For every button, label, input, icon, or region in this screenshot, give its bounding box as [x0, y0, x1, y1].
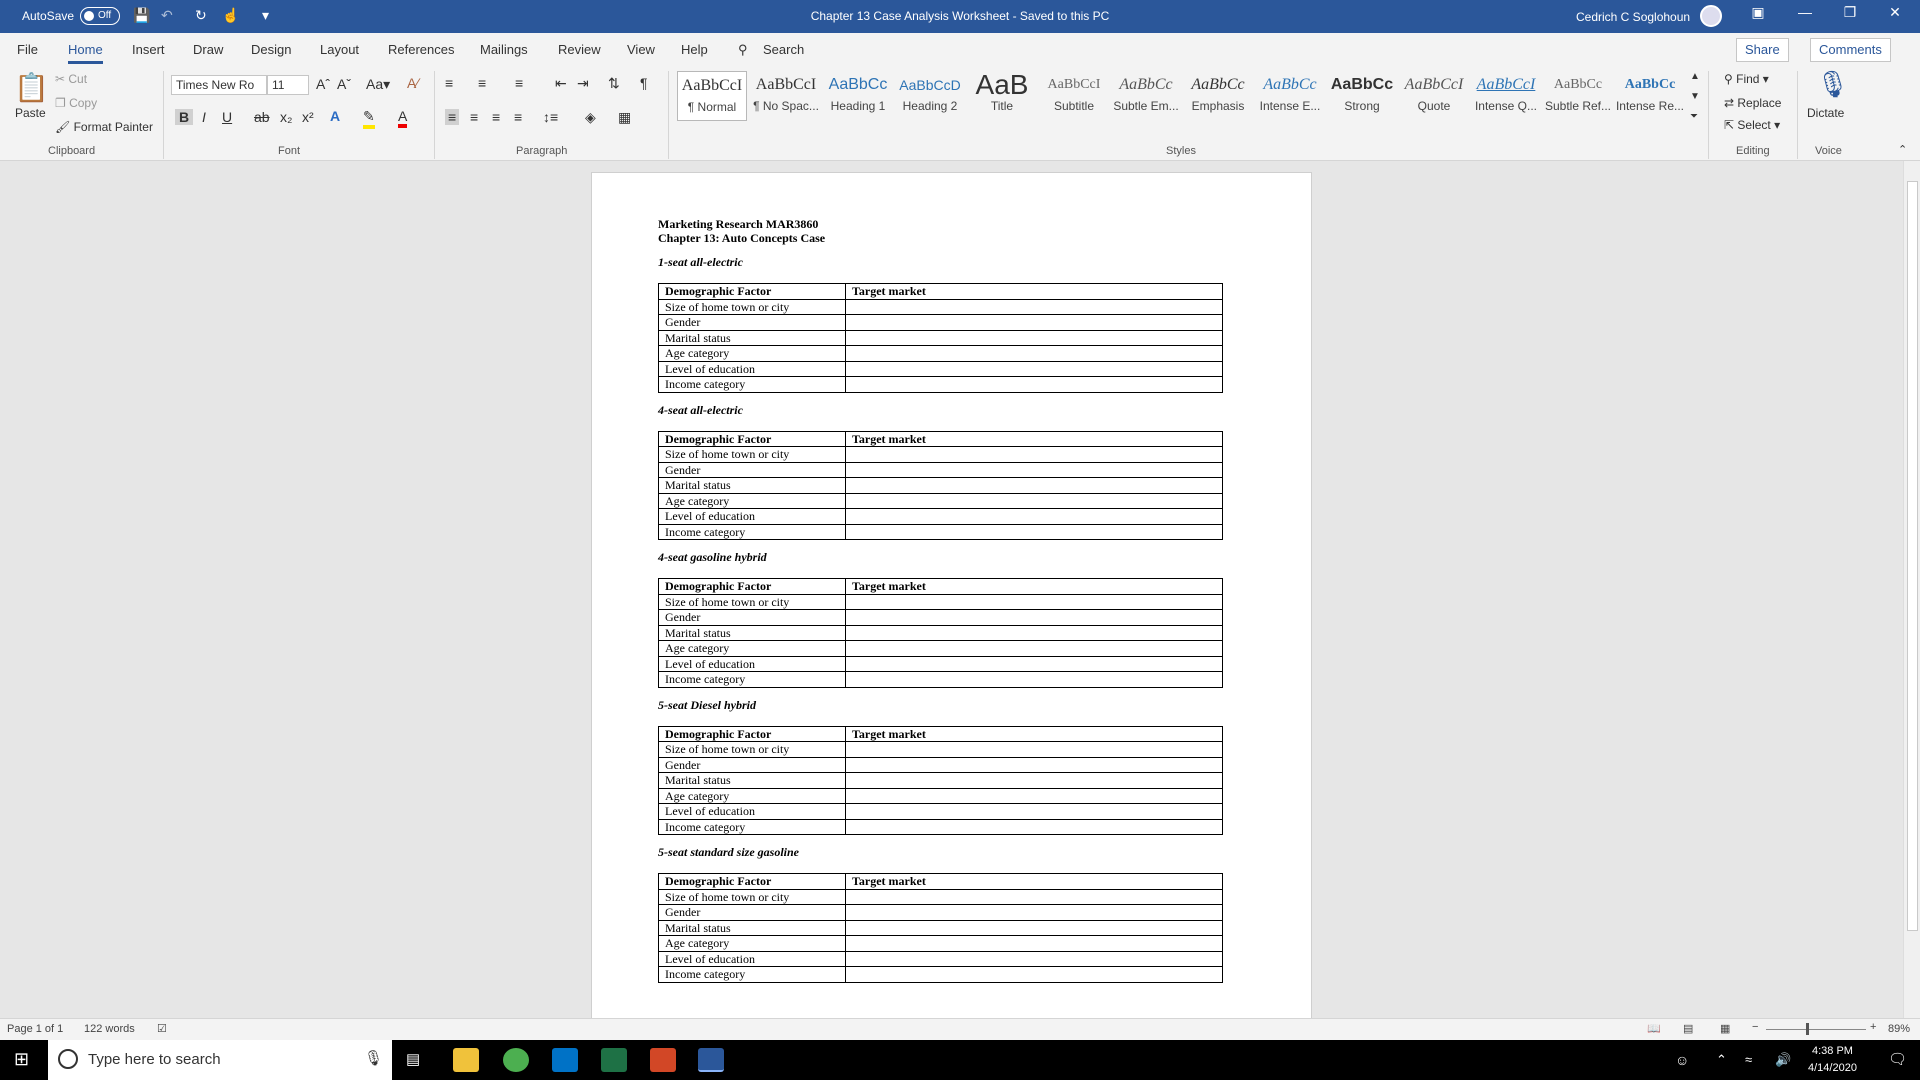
styles-scroll-up-icon[interactable]: ▲	[1690, 71, 1700, 82]
read-mode-icon[interactable]: 📖	[1647, 1023, 1661, 1035]
target-market-cell[interactable]	[846, 509, 1223, 525]
customize-qat-icon[interactable]: ▾	[262, 7, 270, 23]
table-header-cell: Demographic Factor	[659, 874, 846, 890]
target-market-cell[interactable]	[846, 656, 1223, 672]
undo-icon[interactable]: ↶	[161, 7, 173, 23]
style-subtitle[interactable]: AaBbCcI Subtitle	[1047, 77, 1101, 113]
file-explorer-icon[interactable]	[453, 1048, 479, 1072]
table-header-cell: Demographic Factor	[659, 579, 846, 595]
table-row	[659, 377, 1223, 393]
target-market-cell[interactable]	[846, 773, 1223, 789]
tab-insert[interactable]: Insert	[132, 42, 165, 57]
powerpoint-icon[interactable]	[650, 1048, 676, 1072]
target-market-cell[interactable]	[846, 641, 1223, 657]
table-row	[659, 936, 1223, 952]
share-button[interactable]: Share	[1736, 38, 1789, 62]
cut-button[interactable]: ✂ Cut	[55, 72, 88, 86]
factor-cell[interactable]: Income category	[659, 377, 846, 393]
target-market-cell[interactable]	[846, 757, 1223, 773]
tab-mailings[interactable]: Mailings	[480, 42, 528, 57]
document-heading: Marketing Research MAR3860	[658, 217, 819, 231]
zoom-slider-thumb[interactable]	[1806, 1023, 1809, 1035]
table-row	[659, 905, 1223, 921]
touch-mode-icon[interactable]: ☝	[222, 7, 240, 23]
table-row	[659, 742, 1223, 758]
web-layout-icon[interactable]: ▦	[1720, 1023, 1731, 1035]
ribbon-display-icon[interactable]: ▣	[1751, 4, 1765, 20]
document-title: Chapter 13 Case Analysis Worksheet - Saved to this PC	[810, 9, 1110, 23]
volume-icon[interactable]: 🔊	[1775, 1052, 1792, 1067]
wifi-icon[interactable]: ≈	[1745, 1052, 1753, 1067]
user-name[interactable]: Cedrich C Soglohoun	[1576, 10, 1691, 24]
style-intense-reference[interactable]: AaBbCc Intense Re...	[1615, 77, 1685, 113]
factor-cell[interactable]: Size of home town or city	[659, 742, 846, 758]
copy-button[interactable]: ❐ Copy	[55, 96, 98, 110]
align-left-icon[interactable]: ≡	[445, 109, 459, 125]
factor-cell[interactable]: Income category	[659, 967, 846, 983]
factor-cell[interactable]: Size of home town or city	[659, 299, 846, 315]
target-market-cell[interactable]	[846, 742, 1223, 758]
section-title: 5-seat Diesel hybrid	[658, 697, 756, 712]
dictate-button[interactable]: Dictate	[1807, 106, 1845, 120]
factor-cell[interactable]: Size of home town or city	[659, 447, 846, 463]
font-name-box[interactable]: Times New Ro	[171, 75, 267, 95]
factor-cell[interactable]: Level of education	[659, 804, 846, 820]
demographic-table[interactable]	[658, 283, 1223, 393]
demographic-table[interactable]	[658, 431, 1223, 541]
table-row	[659, 524, 1223, 540]
print-layout-icon[interactable]: ▤	[1683, 1023, 1694, 1035]
target-market-cell[interactable]	[846, 610, 1223, 626]
style-subtle-emphasis[interactable]: AaBbCc Subtle Em...	[1113, 76, 1179, 113]
page-count[interactable]: Page 1 of 1	[7, 1023, 64, 1035]
tab-file[interactable]: File	[17, 42, 38, 57]
target-market-cell[interactable]	[846, 346, 1223, 362]
target-market-cell[interactable]	[846, 936, 1223, 952]
task-view-icon[interactable]: ▤	[406, 1051, 421, 1068]
tab-references[interactable]: References	[388, 42, 455, 57]
italic-icon[interactable]: I	[202, 109, 206, 125]
autosave-label: AutoSave	[22, 9, 75, 23]
target-market-cell[interactable]	[846, 377, 1223, 393]
document-subheading: Chapter 13: Auto Concepts Case	[658, 231, 826, 245]
format-painter-button[interactable]: 🖌 Format Painter	[55, 120, 153, 134]
target-market-cell[interactable]	[846, 330, 1223, 346]
grow-font-icon[interactable]: Aˆ	[316, 76, 330, 92]
table-row	[659, 889, 1223, 905]
target-market-cell[interactable]	[846, 889, 1223, 905]
font-color-icon[interactable]: A	[398, 108, 407, 128]
table-header-cell: Target market	[846, 284, 1223, 300]
show-formatting-icon[interactable]: ¶	[640, 75, 648, 91]
editing-group-label: Editing	[1736, 145, 1770, 157]
vertical-scrollbar[interactable]	[1903, 161, 1920, 1018]
factor-cell[interactable]: Gender	[659, 757, 846, 773]
style-emphasis[interactable]: AaBbCc Emphasis	[1191, 76, 1245, 113]
redo-icon[interactable]: ↻	[195, 7, 207, 23]
clear-formatting-icon[interactable]: A∕	[407, 75, 419, 91]
target-market-cell[interactable]	[846, 447, 1223, 463]
factor-cell[interactable]: Gender	[659, 315, 846, 331]
target-market-cell[interactable]	[846, 788, 1223, 804]
table-row	[659, 509, 1223, 525]
notifications-icon[interactable]: 🗨	[1888, 1051, 1908, 1068]
zoom-slider[interactable]	[1766, 1029, 1866, 1030]
table-header-row	[659, 874, 1223, 890]
table-header-cell: Target market	[846, 874, 1223, 890]
minimize-icon[interactable]: —	[1798, 4, 1812, 20]
show-hidden-icons[interactable]: ⌃	[1716, 1052, 1727, 1067]
factor-cell[interactable]: Level of education	[659, 361, 846, 377]
factor-cell[interactable]: Gender	[659, 905, 846, 921]
search-icon[interactable]: ⚲	[738, 42, 748, 57]
text-effects-icon[interactable]: A	[330, 108, 341, 124]
autosave-toggle[interactable]: Off	[80, 7, 120, 25]
table-header-cell: Target market	[846, 431, 1223, 447]
style-subtle-reference[interactable]: AaBbCc Subtle Ref...	[1544, 77, 1612, 113]
voice-group-label: Voice	[1815, 145, 1842, 157]
clipboard-group-label: Clipboard	[48, 145, 96, 157]
factor-cell[interactable]: Age category	[659, 346, 846, 362]
table-header-row	[659, 579, 1223, 595]
superscript-icon[interactable]: x²	[302, 109, 314, 125]
table-row	[659, 594, 1223, 610]
style-heading-2[interactable]: AaBbCcD Heading 2	[899, 77, 961, 113]
scrollbar-thumb[interactable]	[1907, 181, 1918, 931]
factor-cell[interactable]: Income category	[659, 524, 846, 540]
table-header-cell: Demographic Factor	[659, 431, 846, 447]
tab-draw[interactable]: Draw	[193, 42, 224, 57]
font-group-label: Font	[278, 145, 301, 157]
factor-cell[interactable]: Age category	[659, 641, 846, 657]
line-spacing-icon[interactable]: ↕≡	[543, 109, 559, 125]
styles-more-icon[interactable]: ⏷	[1690, 111, 1698, 122]
section-title: 4-seat all-electric	[658, 402, 743, 417]
windows-start-icon[interactable]: ⊞	[14, 1049, 30, 1069]
save-icon[interactable]: 💾	[133, 7, 151, 23]
ribbon-tabs	[0, 33, 1920, 65]
replace-button[interactable]: ⇄ Replace	[1724, 96, 1782, 110]
paste-icon[interactable]: 📋	[14, 72, 49, 103]
table-row	[659, 641, 1223, 657]
style-no-spacing[interactable]: AaBbCcI ¶ No Spac...	[753, 76, 819, 113]
style-quote[interactable]: AaBbCcI Quote	[1404, 76, 1464, 113]
taskbar-search-placeholder: Type here to search	[88, 1051, 221, 1068]
table-header-row	[659, 431, 1223, 447]
table-row	[659, 315, 1223, 331]
style-intense-emphasis[interactable]: AaBbCc Intense E...	[1259, 76, 1321, 113]
find-button[interactable]: ⚲ Find ▾	[1724, 72, 1769, 86]
clock-date[interactable]: 4/14/2020	[1808, 1062, 1857, 1074]
section-title: 4-seat gasoline hybrid	[658, 550, 767, 564]
table-header-row	[659, 284, 1223, 300]
cortana-icon	[58, 1049, 78, 1069]
table-header-cell: Target market	[846, 579, 1223, 595]
bullets-icon[interactable]: ≡	[445, 75, 454, 91]
paragraph-group-label: Paragraph	[516, 145, 568, 157]
target-market-cell[interactable]	[846, 804, 1223, 820]
table-row	[659, 757, 1223, 773]
tab-review[interactable]: Review	[558, 42, 601, 57]
zoom-in-icon[interactable]: +	[1870, 1021, 1877, 1033]
demographic-table[interactable]	[658, 726, 1223, 836]
bold-icon[interactable]: B	[175, 109, 193, 125]
paste-button[interactable]: Paste	[15, 106, 46, 120]
factor-cell[interactable]: Level of education	[659, 951, 846, 967]
zoom-level[interactable]: 89%	[1888, 1023, 1911, 1035]
align-center-icon[interactable]: ≡	[470, 109, 479, 125]
styles-group-label: Styles	[1166, 145, 1196, 157]
restore-icon[interactable]: ❐	[1843, 4, 1857, 20]
target-market-cell[interactable]	[846, 920, 1223, 936]
target-market-cell[interactable]	[846, 478, 1223, 494]
table-row	[659, 610, 1223, 626]
table-row	[659, 951, 1223, 967]
table-row	[659, 330, 1223, 346]
tab-layout[interactable]: Layout	[320, 42, 360, 57]
table-row	[659, 478, 1223, 494]
style-normal[interactable]: AaBbCcI ¶ Normal	[677, 71, 747, 121]
borders-icon[interactable]: ▦	[618, 109, 632, 125]
multilevel-list-icon[interactable]: ≡	[515, 75, 524, 91]
avatar[interactable]	[1700, 5, 1722, 27]
factor-cell[interactable]: Income category	[659, 819, 846, 835]
table-row	[659, 361, 1223, 377]
table-row	[659, 920, 1223, 936]
zoom-out-icon[interactable]: −	[1752, 1021, 1759, 1033]
section-title: 1-seat all-electric	[658, 255, 743, 269]
target-market-cell[interactable]	[846, 625, 1223, 641]
shading-icon[interactable]: ◈	[585, 109, 596, 125]
style-title[interactable]: AaB Title	[975, 71, 1029, 113]
table-row	[659, 773, 1223, 789]
taskbar	[0, 1040, 1920, 1080]
table-row	[659, 819, 1223, 835]
justify-icon[interactable]: ≡	[514, 109, 523, 125]
decrease-indent-icon[interactable]: ⇤	[555, 75, 567, 91]
table-row	[659, 625, 1223, 641]
increase-indent-icon[interactable]: ⇥	[577, 75, 589, 91]
factor-cell[interactable]: Marital status	[659, 478, 846, 494]
target-market-cell[interactable]	[846, 819, 1223, 835]
factor-cell[interactable]: Gender	[659, 610, 846, 626]
subscript-icon[interactable]: x₂	[280, 109, 293, 125]
target-market-cell[interactable]	[846, 905, 1223, 921]
proofing-icon[interactable]: ☑	[157, 1023, 167, 1035]
table-row	[659, 493, 1223, 509]
microphone-icon[interactable]: 🎙	[1816, 69, 1850, 99]
target-market-cell[interactable]	[846, 594, 1223, 610]
styles-scroll-down-icon[interactable]: ▼	[1690, 91, 1700, 102]
factor-cell[interactable]: Income category	[659, 672, 846, 688]
table-header-cell: Demographic Factor	[659, 284, 846, 300]
comments-button[interactable]: Comments	[1810, 38, 1891, 62]
excel-icon[interactable]	[601, 1048, 627, 1072]
outlook-icon[interactable]	[552, 1048, 578, 1072]
taskbar-search[interactable]	[48, 1040, 392, 1080]
factor-cell[interactable]: Age category	[659, 936, 846, 952]
factor-cell[interactable]: Marital status	[659, 625, 846, 641]
word-count[interactable]: 122 words	[84, 1023, 135, 1035]
factor-cell[interactable]: Age category	[659, 788, 846, 804]
target-market-cell[interactable]	[846, 315, 1223, 331]
table-row	[659, 299, 1223, 315]
change-case-icon[interactable]: Aa▾	[366, 76, 391, 92]
tab-view[interactable]: View	[627, 42, 655, 57]
document-workspace	[0, 161, 1903, 1018]
factor-cell[interactable]: Level of education	[659, 656, 846, 672]
target-market-cell[interactable]	[846, 493, 1223, 509]
chrome-icon[interactable]	[503, 1048, 529, 1072]
underline-icon[interactable]: U	[222, 109, 233, 125]
font-size-box[interactable]: 11	[267, 75, 309, 95]
factor-cell[interactable]: Size of home town or city	[659, 594, 846, 610]
factor-cell[interactable]: Level of education	[659, 509, 846, 525]
table-header-cell: Demographic Factor	[659, 726, 846, 742]
target-market-cell[interactable]	[846, 361, 1223, 377]
table-header-row	[659, 726, 1223, 742]
style-strong[interactable]: AaBbCc Strong	[1330, 76, 1394, 113]
highlight-icon[interactable]: ✎	[363, 108, 375, 129]
target-market-cell[interactable]	[846, 524, 1223, 540]
table-row	[659, 447, 1223, 463]
document-body[interactable]	[658, 217, 1228, 993]
target-market-cell[interactable]	[846, 299, 1223, 315]
factor-cell[interactable]: Marital status	[659, 920, 846, 936]
demographic-table[interactable]	[658, 578, 1223, 688]
ribbon	[0, 65, 1920, 161]
strikethrough-icon[interactable]: ab	[254, 109, 270, 125]
table-row	[659, 967, 1223, 983]
factor-cell[interactable]: Marital status	[659, 773, 846, 789]
demographic-table[interactable]	[658, 873, 1223, 983]
word-icon[interactable]	[698, 1048, 724, 1072]
tab-home[interactable]: Home	[68, 42, 103, 57]
sort-icon[interactable]: ⇅	[608, 75, 620, 91]
document-page[interactable]	[591, 172, 1312, 1018]
table-header-cell: Target market	[846, 726, 1223, 742]
target-market-cell[interactable]	[846, 672, 1223, 688]
factor-cell[interactable]: Gender	[659, 462, 846, 478]
table-row	[659, 804, 1223, 820]
table-row	[659, 672, 1223, 688]
style-intense-quote[interactable]: AaBbCcI Intense Q...	[1474, 76, 1538, 113]
tab-help[interactable]: Help	[681, 42, 708, 57]
tell-me-search[interactable]: Search	[763, 42, 805, 57]
people-icon[interactable]: ☺	[1675, 1052, 1690, 1068]
factor-cell[interactable]: Size of home town or city	[659, 889, 846, 905]
collapse-ribbon-icon[interactable]: ⌃	[1898, 144, 1908, 156]
select-button[interactable]: ⇱ Select ▾	[1724, 118, 1781, 132]
close-icon[interactable]: ✕	[1889, 4, 1901, 20]
tab-design[interactable]: Design	[251, 42, 292, 57]
numbering-icon[interactable]: ≡	[478, 75, 487, 91]
table-row	[659, 462, 1223, 478]
factor-cell[interactable]: Age category	[659, 493, 846, 509]
align-right-icon[interactable]: ≡	[492, 109, 501, 125]
microphone-icon[interactable]: 🎙	[364, 1050, 384, 1067]
shrink-font-icon[interactable]: Aˇ	[337, 76, 351, 92]
target-market-cell[interactable]	[846, 462, 1223, 478]
status-bar	[0, 1018, 1920, 1040]
target-market-cell[interactable]	[846, 951, 1223, 967]
style-heading-1[interactable]: AaBbCc Heading 1	[828, 76, 888, 113]
section-title: 5-seat standard size gasoline	[658, 845, 800, 859]
title-bar	[0, 0, 1920, 33]
factor-cell[interactable]: Marital status	[659, 330, 846, 346]
target-market-cell[interactable]	[846, 967, 1223, 983]
table-row	[659, 346, 1223, 362]
clock-time[interactable]: 4:38 PM	[1812, 1045, 1853, 1057]
table-row	[659, 656, 1223, 672]
table-row	[659, 788, 1223, 804]
